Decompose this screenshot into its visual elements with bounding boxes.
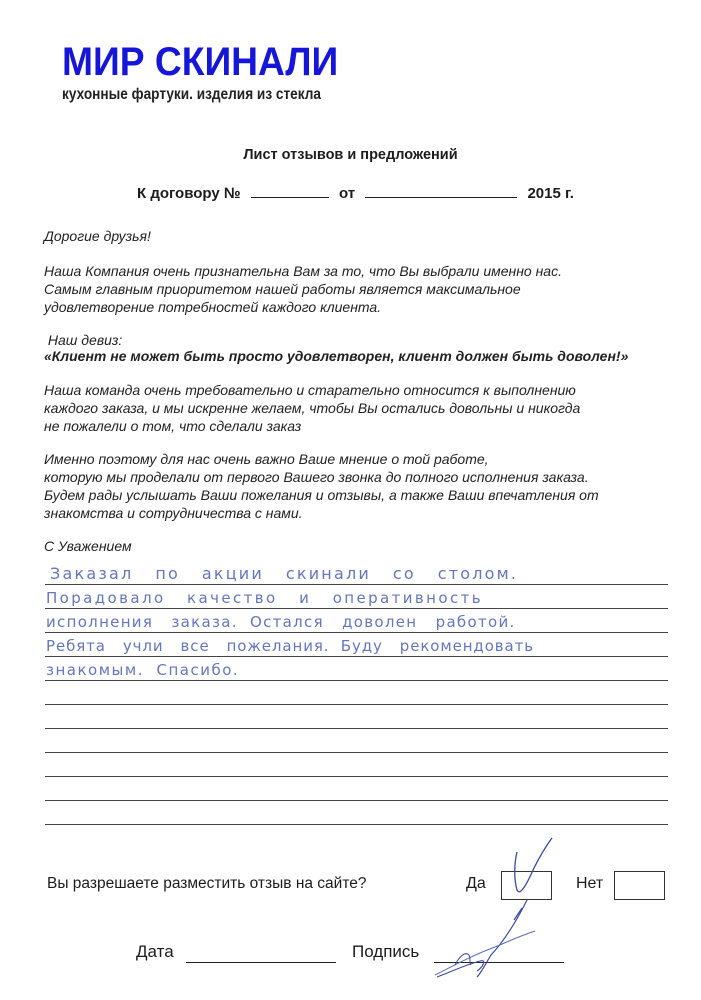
handwritten-review-line[interactable]: Ребята учли все пожелания. Буду рекомендовать bbox=[46, 637, 534, 655]
contract-from-label: от bbox=[338, 185, 356, 202]
review-ruled-line bbox=[45, 752, 668, 753]
brand-tagline: кухонные фартуки. изделия из стекла bbox=[62, 86, 321, 103]
signature-label: Подпись bbox=[352, 942, 420, 961]
date-field[interactable] bbox=[186, 962, 336, 963]
motto-label: Наш девиз: bbox=[44, 332, 123, 348]
date-label: Дата bbox=[136, 942, 174, 961]
brand-logo-title: МИР СКИНАЛИ bbox=[62, 40, 339, 84]
paragraph-line: Самым главным приоритетом нашей работы является максимальное bbox=[44, 281, 521, 297]
paragraph-opinion bbox=[44, 450, 599, 522]
consent-no-label: Нет bbox=[576, 875, 604, 892]
review-ruled-line bbox=[45, 776, 668, 777]
consent-yes-label: Да bbox=[466, 875, 486, 892]
review-ruled-line bbox=[45, 680, 668, 681]
handwritten-review-line[interactable]: Заказал по акции скинали со столом. bbox=[50, 564, 519, 583]
paragraph-line: Наша Компания очень признательна Вам за то, что Вы выбрали именно нас. bbox=[44, 263, 562, 279]
review-ruled-line bbox=[45, 704, 668, 705]
paragraph-line: Будем рады услышать Ваши пожелания и отзывы, а также Ваши впечатления от bbox=[44, 487, 599, 503]
consent-question: Вы разрешаете разместить отзыв на сайте? bbox=[47, 875, 367, 892]
review-ruled-line bbox=[45, 584, 668, 585]
handwritten-review-line[interactable]: знакомым. Спасибо. bbox=[46, 661, 240, 679]
contract-year: 2015 г. bbox=[527, 185, 574, 202]
handwritten-review-line[interactable]: исполнения заказа. Остался доволен работой. bbox=[46, 613, 516, 631]
paragraph-line: знакомства и сотрудничества с нами. bbox=[44, 505, 303, 521]
paragraph-line: которую мы проделали от первого Вашего звонка до полного исполнения заказа. bbox=[44, 469, 589, 485]
paragraph-line: Именно поэтому для нас очень важно Ваше мнение о той работе, bbox=[44, 451, 489, 467]
review-ruled-line bbox=[45, 632, 668, 633]
paragraph-line: каждого заказа, и мы искренне желаем, чтобы Вы остались довольны и никогда bbox=[44, 400, 581, 416]
consent-no-checkbox[interactable] bbox=[614, 871, 665, 900]
closing: С Уважением bbox=[44, 538, 132, 554]
paragraph-gratitude bbox=[44, 262, 562, 316]
review-ruled-line bbox=[45, 608, 668, 609]
contract-prefix: К договору № bbox=[137, 185, 241, 202]
contract-line bbox=[137, 183, 574, 202]
paragraph-line: не пожалели о том, что сделали заказ bbox=[44, 418, 302, 434]
review-ruled-line bbox=[45, 728, 668, 729]
motto-text: «Клиент не может быть просто удовлетворен, клиент должен быть доволен!» bbox=[44, 348, 629, 364]
form-title: Лист отзывов и предложений bbox=[243, 147, 458, 163]
contract-number-field[interactable] bbox=[251, 183, 329, 198]
greeting: Дорогие друзья! bbox=[44, 228, 151, 244]
paragraph-line: удовлетворение потребностей каждого клиента. bbox=[44, 299, 382, 315]
signature-icon bbox=[425, 895, 545, 985]
review-ruled-line bbox=[45, 800, 668, 801]
review-ruled-line bbox=[45, 656, 668, 657]
contract-date-field[interactable] bbox=[365, 183, 517, 198]
paragraph-team bbox=[44, 381, 580, 435]
review-ruled-line bbox=[45, 824, 668, 825]
handwritten-review-line[interactable]: Порадовало качество и оперативность bbox=[46, 589, 483, 607]
paragraph-line: Наша команда очень требовательно и старательно относится к выполнению bbox=[44, 382, 576, 398]
